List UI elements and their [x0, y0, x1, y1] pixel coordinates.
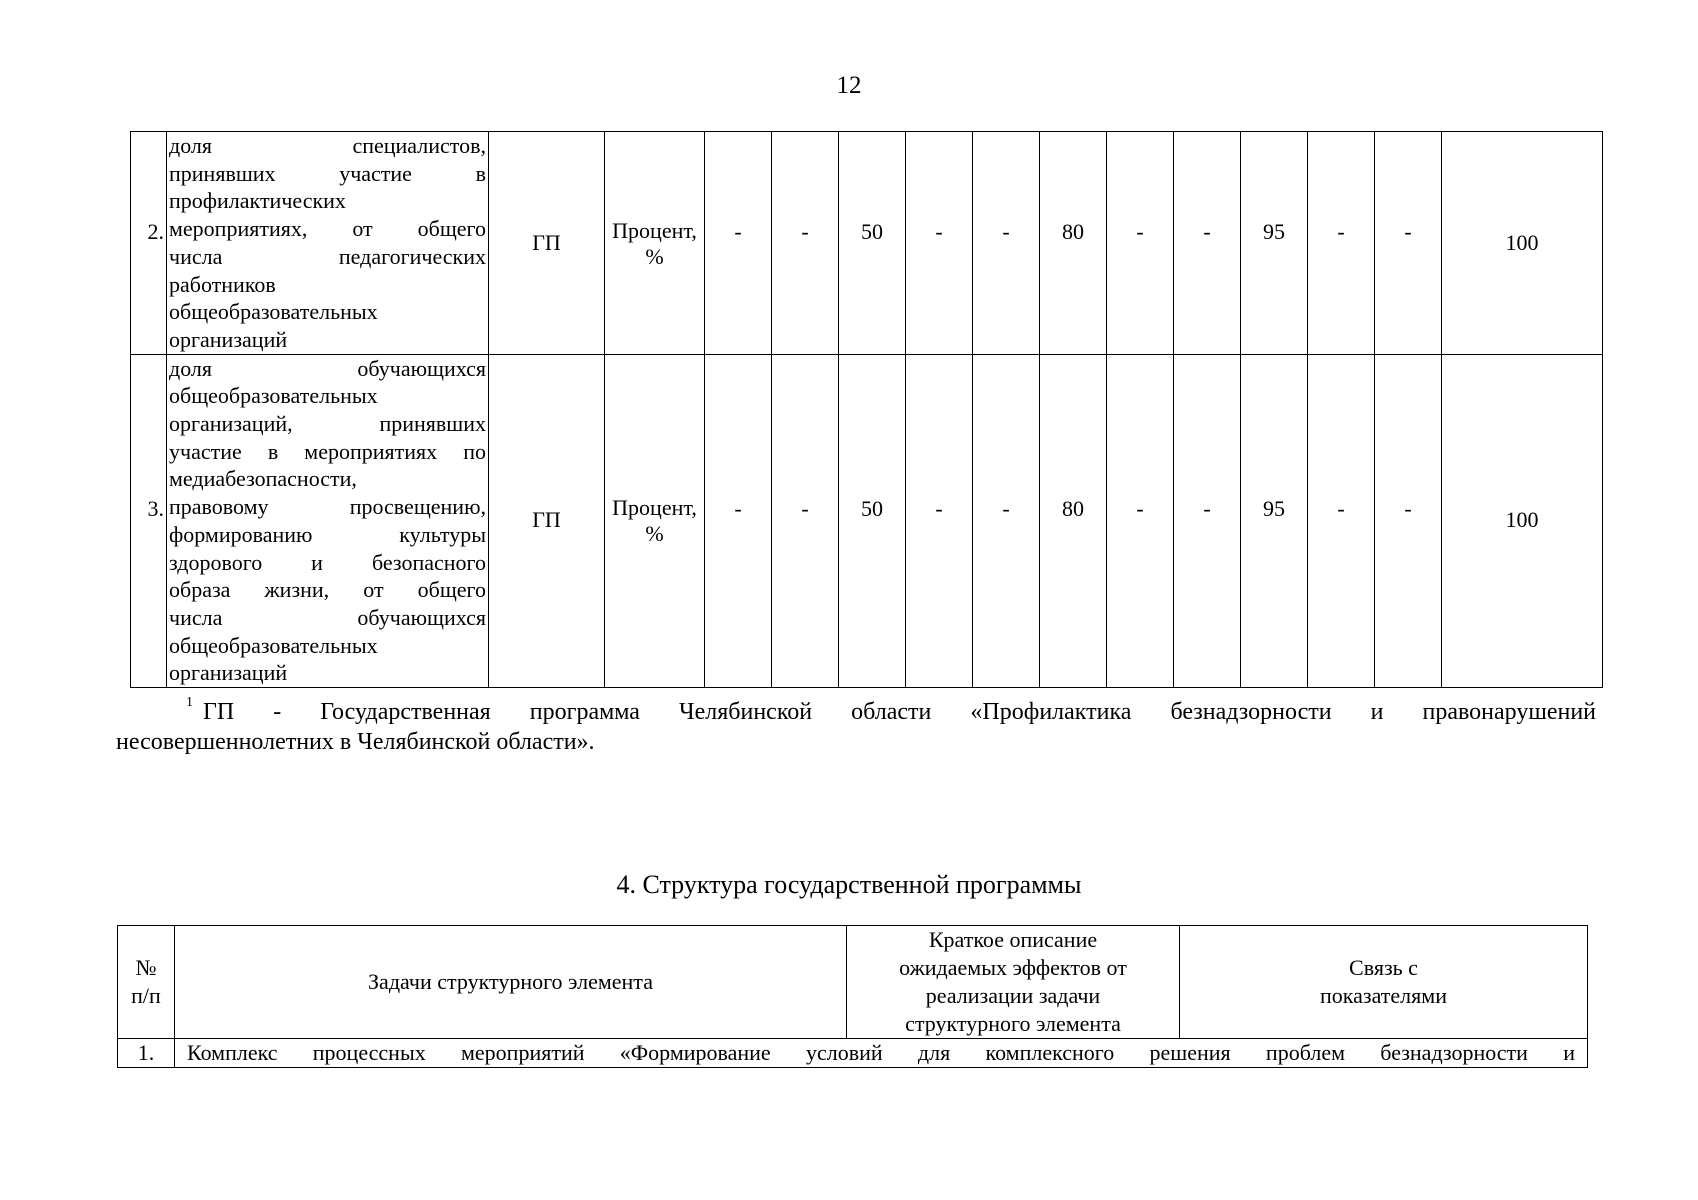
indicators-table	[130, 131, 1603, 688]
indicator-unit: Процент, %	[605, 354, 705, 687]
header-effects: Краткое описание ожидаемых эффектов от реализации задачи структурного элемента	[847, 926, 1180, 1039]
indicator-name	[167, 132, 489, 355]
indicator-name-line: здорового и безопасного	[169, 549, 486, 575]
indicator-value: -	[1308, 354, 1375, 687]
indicator-value: -	[1174, 132, 1241, 355]
header-link: Связь с показателями	[1180, 926, 1588, 1039]
indicator-name-line: доля обучающихся	[169, 355, 486, 381]
indicator-name-line: медиабезопасности,	[169, 466, 357, 492]
header-no: № п/п	[118, 926, 175, 1039]
footnote	[116, 692, 1596, 757]
indicator-value: -	[1107, 132, 1174, 355]
indicator-name-line: организаций	[169, 660, 288, 686]
footnote-line-1: ГП - Государственная программа Челябинской области «Профилактика безнадзорности и правонарушений	[203, 699, 1596, 725]
indicator-number: 2.	[131, 132, 167, 355]
indicator-value: -	[1174, 354, 1241, 687]
indicator-row	[131, 132, 1603, 355]
indicator-value: 95	[1241, 354, 1308, 687]
footnote-mark: 1	[186, 695, 193, 710]
indicator-value: -	[973, 354, 1040, 687]
indicator-name-line: доля специалистов,	[169, 133, 486, 158]
indicator-total: 100	[1442, 132, 1603, 355]
indicator-value: -	[705, 132, 772, 355]
indicator-row	[131, 354, 1603, 687]
structure-table	[117, 925, 1588, 1068]
indicator-value: -	[973, 132, 1040, 355]
section-title: 4. Структура государственной программы	[616, 870, 1082, 899]
indicator-value: -	[1308, 132, 1375, 355]
page-number: 12	[836, 72, 862, 99]
indicator-value: 50	[839, 354, 906, 687]
indicator-name-line: общеобразовательных	[169, 299, 378, 325]
indicator-name-line: организаций, принявших	[169, 411, 486, 437]
indicator-name-line: числа педагогических	[169, 243, 486, 269]
structure-row-number: 1.	[118, 1039, 175, 1068]
structure-header-row	[118, 926, 1588, 1039]
indicator-name	[167, 354, 489, 687]
indicator-number: 3.	[131, 354, 167, 687]
footnote-line-2: несовершеннолетних в Челябинской области».	[116, 729, 595, 755]
indicator-unit: Процент, %	[605, 132, 705, 355]
indicator-source: ГП	[489, 354, 605, 687]
indicator-value: 80	[1040, 354, 1107, 687]
indicator-name-line: мероприятиях, от общего	[169, 216, 486, 242]
indicator-name-line: профилактических	[169, 188, 346, 214]
indicator-name-line: участие в мероприятиях по	[169, 438, 486, 464]
indicator-value: 80	[1040, 132, 1107, 355]
structure-row	[118, 1039, 1588, 1068]
indicator-value: -	[906, 132, 973, 355]
indicator-name-line: работников	[169, 271, 276, 297]
indicator-value: -	[772, 354, 839, 687]
indicator-value: -	[906, 354, 973, 687]
indicator-name-line: правовому просвещению,	[169, 494, 486, 520]
indicator-name-line: общеобразовательных	[169, 383, 378, 409]
indicator-name-line: образа жизни, от общего	[169, 577, 486, 603]
indicator-name-line: общеобразовательных	[169, 632, 378, 658]
indicator-name-line: организаций	[169, 326, 288, 352]
indicator-value: 50	[839, 132, 906, 355]
indicator-value: -	[1375, 132, 1442, 355]
indicator-name-line: числа обучающихся	[169, 604, 486, 630]
indicator-source: ГП	[489, 132, 605, 355]
indicator-name-line: формированию культуры	[169, 521, 486, 547]
indicator-value: -	[1107, 354, 1174, 687]
indicator-value: 95	[1241, 132, 1308, 355]
indicator-value: -	[705, 354, 772, 687]
header-tasks: Задачи структурного элемента	[175, 926, 847, 1039]
structure-row-text: Комплекс процессных мероприятий «Формирование условий для комплексного решения проблем безнадзорности и	[175, 1039, 1588, 1068]
indicator-total: 100	[1442, 354, 1603, 687]
indicator-value: -	[772, 132, 839, 355]
indicator-name-line: принявших участие в	[169, 160, 486, 186]
indicator-value: -	[1375, 354, 1442, 687]
